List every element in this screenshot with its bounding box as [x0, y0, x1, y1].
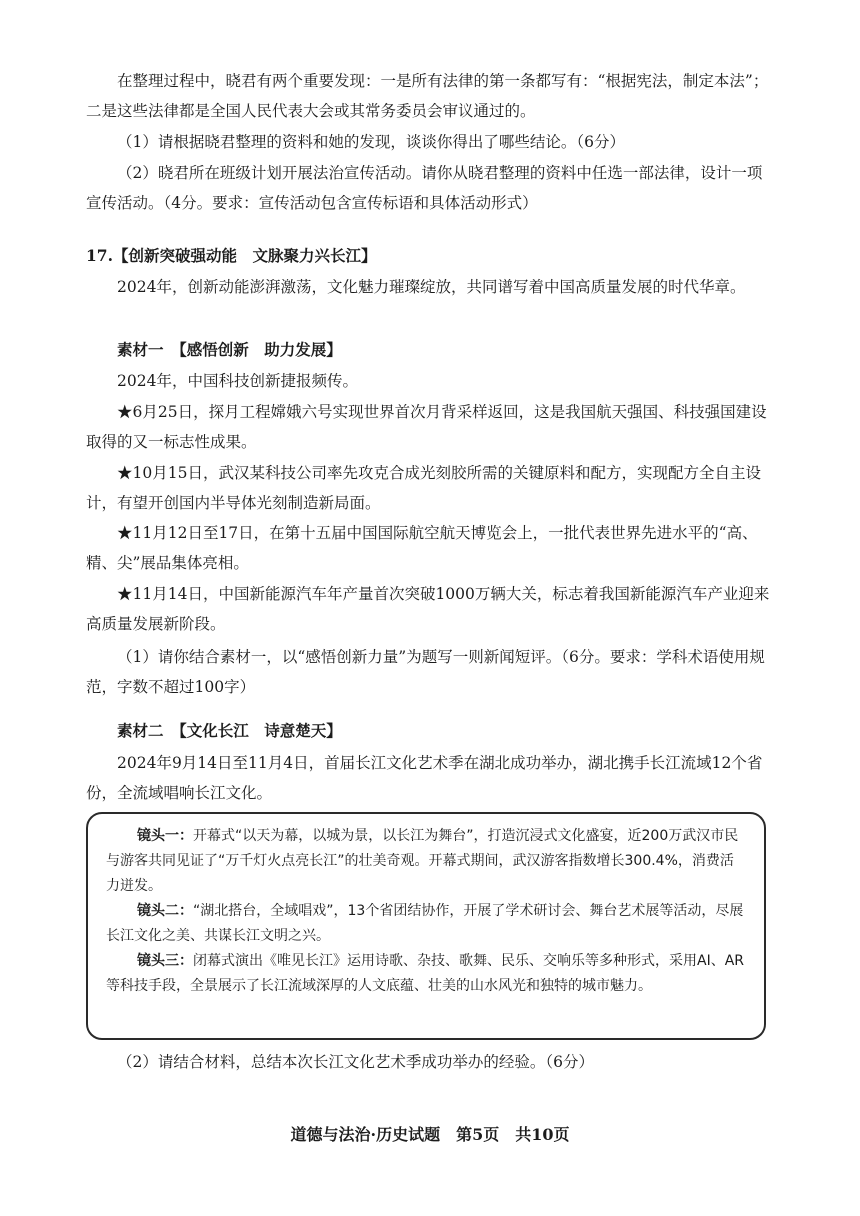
shot-label: 镜头二：: [137, 903, 193, 919]
material1-item: ★6月25日，探月工程嫦娥六号实现世界首次月背采样返回，这是我国航天强国、科技强国建设取得的又一标志性成果。: [86, 403, 767, 451]
material2-shots-box: [86, 812, 766, 1040]
material1-lead: 2024年，中国科技创新捷报频传。: [117, 372, 358, 390]
shot-paragraph: [106, 824, 746, 899]
shot-label: 镜头一：: [137, 828, 193, 844]
material1-question: （1）请你结合素材一，以“感悟创新力量”为题写一则新闻短评。（6分。要求：学科术语使用规范，字数不超过100字）: [86, 648, 765, 696]
q16-question-2: （2）晓君所在班级计划开展法治宣传活动。请你从晓君整理的资料中任选一部法律，设计一项宣传活动。（4分。要求：宣传活动包含宣传标语和具体活动形式）: [86, 164, 763, 212]
material1-item: ★11月12日至17日，在第十五届中国国际航空航天博览会上，一批代表世界先进水平的“高、精、尖”展品集体亮相。: [86, 524, 758, 572]
shot-paragraph: [106, 949, 746, 999]
q16-question-1: （1）请根据晓君整理的资料和她的发现，谈谈你得出了哪些结论。（6分）: [117, 133, 625, 151]
material2-title: 素材二 【文化长江 诗意楚天】: [117, 721, 342, 740]
material2-question: （2）请结合材料，总结本次长江文化艺术季成功举办的经验。（6分）: [117, 1053, 594, 1071]
shot-label: 镜头三：: [137, 953, 193, 969]
shot-text: 开幕式“以天为幕，以城为景，以长江为舞台”，打造沉浸式文化盛宴，近200万武汉市民与游客共同见证了“万千灯火点亮长江”的壮美奇观。开幕式期间，武汉游客指数增长300.4%，消费活力迸发。: [106, 828, 739, 894]
material1-title: 素材一 【感悟创新 助力发展】: [117, 340, 342, 359]
material2-intro: 2024年9月14日至11月4日，首届长江文化艺术季在湖北成功举办，湖北携手长江流域12个省份，全流域唱响长江文化。: [86, 754, 763, 802]
shot-text: “湖北搭台，全域唱戏”，13个省团结协作，开展了学术研讨会、舞台艺术展等活动，尽展长江文化之美、共谋长江文明之兴。: [106, 903, 744, 944]
shot-paragraph: [106, 899, 746, 949]
shot-text: 闭幕式演出《唯见长江》运用诗歌、杂技、歌舞、民乐、交响乐等多种形式，采用AI、AR等科技手段，全景展示了长江流域深厚的人文底蕴、壮美的山水风光和独特的城市魅力。: [106, 953, 745, 994]
page-footer: 道德与法治·历史试题 第5页 共10页: [290, 1125, 570, 1144]
q17-intro: 2024年，创新动能澎湃激荡，文化魅力璀璨绽放，共同谱写着中国高质量发展的时代华章。: [117, 278, 746, 296]
material1-item: ★11月14日，中国新能源汽车年产量首次突破1000万辆大关，标志着我国新能源汽车产业迎来高质量发展新阶段。: [86, 585, 770, 633]
q17-heading: 17.【创新突破强动能 文脉聚力兴长江】: [86, 246, 377, 265]
material1-item: ★10月15日，武汉某科技公司率先攻克合成光刻胶所需的关键原料和配方，实现配方全自主设计，有望开创国内半导体光刻制造新局面。: [86, 464, 761, 512]
q16-intro: 在整理过程中，晓君有两个重要发现：一是所有法律的第一条都写有：“根据宪法，制定本法”；二是这些法律都是全国人民代表大会或其常务委员会审议通过的。: [86, 72, 769, 120]
